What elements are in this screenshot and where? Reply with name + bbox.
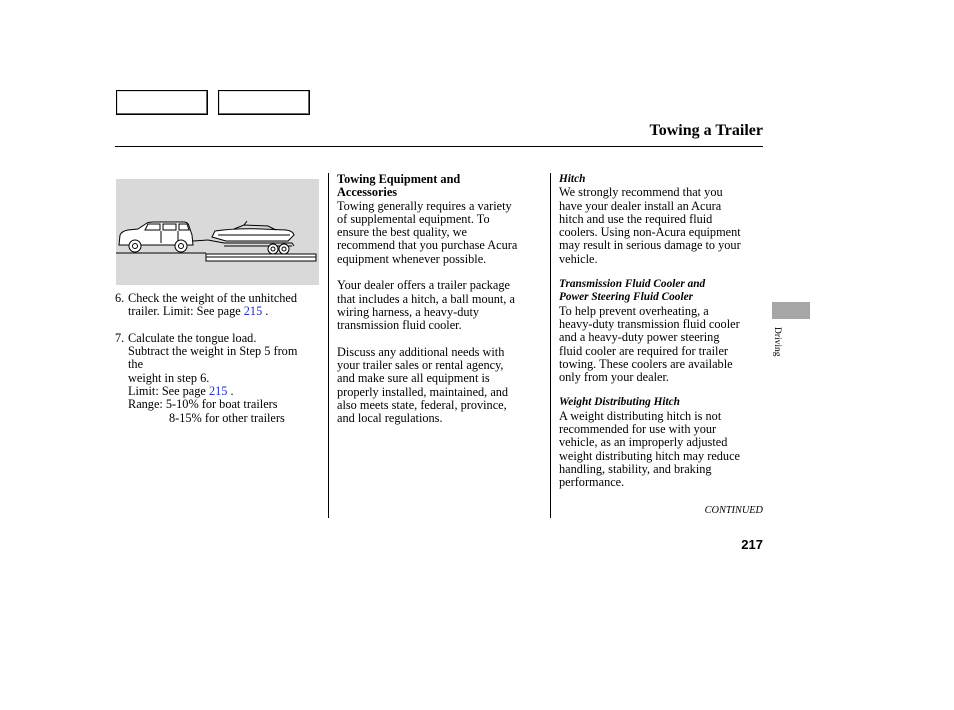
step-6 bbox=[115, 292, 325, 319]
step-7 bbox=[115, 332, 325, 425]
body-text: Discuss any additional needs with bbox=[337, 344, 505, 359]
body-text: Towing generally requires a variety bbox=[337, 198, 512, 213]
body-text: of supplemental equipment. To bbox=[337, 211, 490, 226]
step-text: Check the weight of the unhitched bbox=[128, 291, 298, 305]
body-text: We strongly recommend that you bbox=[559, 185, 723, 200]
body-text: A weight distributing hitch is not bbox=[559, 408, 722, 423]
section-side-label: Driving bbox=[772, 327, 782, 357]
step-text: trailer. Limit: See page 215 . bbox=[128, 304, 269, 319]
body-text: that includes a hitch, a ball mount, a bbox=[337, 291, 515, 306]
body-text: and a heavy-duty power steering bbox=[559, 330, 720, 345]
cooler-heading: Power Steering Fluid Cooler bbox=[559, 291, 694, 304]
body-text: wiring harness, a heavy-duty bbox=[337, 304, 480, 319]
cooler-heading: Transmission Fluid Cooler and bbox=[559, 278, 706, 291]
body-text: also meets state, federal, province, bbox=[337, 398, 507, 413]
step-text: weight in step 6. bbox=[128, 370, 210, 385]
body-text: recommended for use with your bbox=[559, 422, 717, 437]
body-text: and make sure all equipment is bbox=[337, 371, 490, 386]
body-text: towing. These coolers are available bbox=[559, 356, 733, 371]
body-text: vehicle. bbox=[559, 251, 598, 266]
body-text: properly installed, maintained, and bbox=[337, 384, 509, 399]
body-text: and local regulations. bbox=[337, 411, 443, 426]
step-text: Subtract the weight in Step 5 from bbox=[128, 344, 298, 359]
towing-illustration bbox=[116, 179, 319, 285]
nav-button-previous[interactable] bbox=[116, 90, 208, 115]
section-heading: Accessories bbox=[337, 185, 398, 200]
body-text: have your dealer install an Acura bbox=[559, 198, 722, 213]
body-text: To help prevent overheating, a bbox=[559, 303, 709, 318]
equipment-section bbox=[337, 173, 542, 426]
title-divider bbox=[115, 146, 763, 147]
body-text: recommend that you purchase Acura bbox=[337, 238, 518, 253]
body-text: heavy-duty transmission fluid cooler bbox=[559, 316, 740, 331]
page-title: Towing a Trailer bbox=[649, 122, 763, 139]
body-text: coolers. Using non-Acura equipment bbox=[559, 225, 741, 240]
continued-label: CONTINUED bbox=[704, 505, 763, 516]
column-divider bbox=[328, 173, 329, 518]
body-text: ensure the best quality, we bbox=[337, 225, 467, 240]
step-text: the bbox=[128, 357, 144, 372]
range-text: 8-15% for other trailers bbox=[169, 410, 285, 425]
step-list bbox=[115, 292, 325, 425]
hitch-section bbox=[559, 173, 765, 490]
step-number: 7. bbox=[115, 330, 125, 345]
range-text: Range: 5-10% for boat trailers bbox=[128, 397, 278, 412]
section-tab-marker bbox=[772, 302, 810, 319]
body-text: may result in serious damage to your bbox=[559, 238, 741, 253]
column-divider bbox=[550, 173, 551, 518]
step-text: Calculate the tongue load. bbox=[128, 330, 257, 345]
body-text: transmission fluid cooler. bbox=[337, 318, 462, 333]
body-text: weight distributing hitch may reduce bbox=[559, 448, 740, 463]
step-text: Limit: See page 215 . bbox=[128, 384, 234, 399]
body-text: handling, stability, and braking bbox=[559, 461, 712, 476]
body-text: fluid cooler are required for trailer bbox=[559, 343, 728, 358]
page-215-link[interactable]: 215 bbox=[208, 384, 228, 399]
car-towing-boat-icon bbox=[116, 179, 319, 285]
hitch-heading: Hitch bbox=[559, 173, 586, 185]
page-215-link[interactable]: 215 bbox=[243, 304, 263, 319]
nav-button-next[interactable] bbox=[218, 90, 310, 115]
weight-hitch-heading: Weight Distributing Hitch bbox=[559, 396, 680, 409]
step-number: 6. bbox=[115, 291, 125, 305]
body-text: equipment whenever possible. bbox=[337, 251, 487, 266]
body-text: vehicle, as an improperly adjusted bbox=[559, 435, 728, 450]
body-text: hitch and use the required fluid bbox=[559, 211, 713, 226]
body-text: performance. bbox=[559, 475, 625, 490]
page-number: 217 bbox=[741, 537, 763, 552]
body-text: only from your dealer. bbox=[559, 370, 669, 385]
section-heading: Towing Equipment and bbox=[337, 172, 461, 186]
body-text: your trailer sales or rental agency, bbox=[337, 358, 504, 373]
body-text: Your dealer offers a trailer package bbox=[337, 278, 510, 293]
